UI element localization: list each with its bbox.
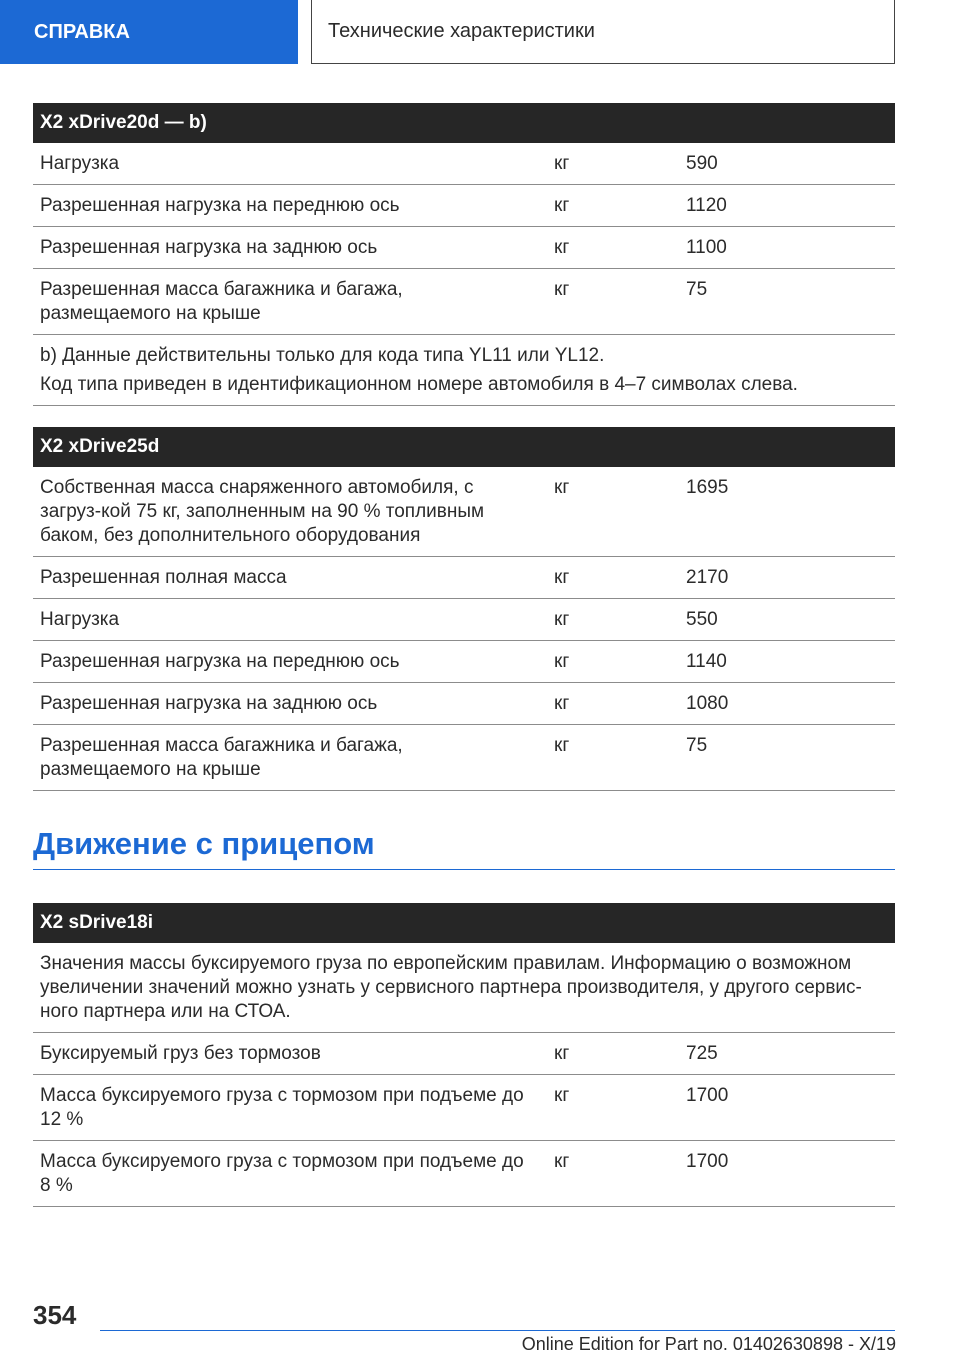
row-value: 1120 (686, 195, 727, 216)
table-title: X2 sDrive18i (33, 903, 895, 943)
row-label: Разрешенная масса багажника и багажа, размещаемого на крыше (40, 735, 403, 780)
row-value: 75 (686, 735, 708, 756)
row-unit: кг (554, 693, 570, 714)
row-value: 2170 (686, 567, 729, 588)
row-unit: кг (554, 1085, 570, 1106)
row-label: Нагрузка (40, 153, 120, 174)
row-label: Нагрузка (40, 609, 120, 630)
page-number: 354 (33, 1300, 77, 1330)
footer-divider (100, 1330, 895, 1331)
row-value: 725 (686, 1043, 718, 1064)
table-row (33, 1141, 895, 1207)
spec-table-xdrive20d (33, 103, 895, 406)
row-value: 75 (686, 279, 708, 300)
row-label: Собственная масса снаряженного автомобиля, с загруз-кой 75 кг, заполненным на 90 % топливным баком, без дополнительного оборудования (40, 477, 485, 546)
row-label: Разрешенная нагрузка на заднюю ось (40, 693, 378, 714)
table-row (33, 725, 895, 791)
row-unit: кг (554, 1043, 570, 1064)
row-unit: кг (554, 237, 570, 258)
row-unit: кг (554, 195, 570, 216)
row-unit: кг (554, 153, 570, 174)
row-unit: кг (554, 279, 570, 300)
header-chapter-tab (311, 0, 895, 64)
table-row (33, 1033, 895, 1075)
row-unit: кг (554, 735, 570, 756)
header-section-tab (0, 0, 298, 64)
row-unit: кг (554, 651, 570, 672)
row-value: 1100 (686, 237, 727, 258)
table-row (33, 467, 895, 557)
row-value: 1700 (686, 1085, 729, 1106)
row-unit: кг (554, 567, 570, 588)
footnote-line: Код типа приведен в идентификационном номере автомобиля в 4–7 символах слева. (40, 374, 798, 395)
table-row (33, 557, 895, 599)
spec-table-xdrive25d (33, 427, 895, 791)
section-heading: Движение с прицепом (33, 826, 895, 870)
table-row (33, 185, 895, 227)
row-label: Разрешенная нагрузка на переднюю ось (40, 651, 400, 672)
row-value: 1695 (686, 477, 729, 498)
row-value: 1080 (686, 693, 729, 714)
table-row (33, 683, 895, 725)
row-label: Буксируемый груз без тормозов (40, 1043, 321, 1064)
towing-table-sdrive18i (33, 903, 895, 1207)
row-label: Масса буксируемого груза с тормозом при подъеме до 12 % (40, 1085, 524, 1130)
row-label: Разрешенная нагрузка на заднюю ось (40, 237, 378, 258)
table-row (33, 227, 895, 269)
row-unit: кг (554, 1151, 570, 1172)
table-row (33, 641, 895, 683)
row-value: 1700 (686, 1151, 729, 1172)
table-title: X2 xDrive25d (33, 427, 895, 467)
header-chapter-label: Технические характеристики (328, 20, 595, 42)
table-title: X2 xDrive20d — b) (33, 103, 895, 143)
table-intro: Значения массы буксируемого груза по европейским правилам. Информацию о возможном увеличении значений можно узнать у сервисного партнера производителя, у другого сервис-ного партнера или на СТОА. (33, 943, 895, 1033)
row-value: 550 (686, 609, 718, 630)
table-row (33, 269, 895, 335)
table-footnote (33, 335, 895, 406)
table-row (33, 599, 895, 641)
table-row (33, 1075, 895, 1141)
footer-edition: Online Edition for Part no. 01402630898 - X/19 (521, 1334, 896, 1354)
row-label: Разрешенная полная масса (40, 567, 287, 588)
row-label: Разрешенная нагрузка на переднюю ось (40, 195, 400, 216)
row-unit: кг (554, 609, 570, 630)
row-value: 1140 (686, 651, 727, 672)
row-unit: кг (554, 477, 570, 498)
row-value: 590 (686, 153, 718, 174)
footnote-line: b) Данные действительны только для кода типа YL11 или YL12. (40, 345, 605, 366)
row-label: Масса буксируемого груза с тормозом при подъеме до 8 % (40, 1151, 524, 1196)
row-label: Разрешенная масса багажника и багажа, размещаемого на крыше (40, 279, 403, 324)
table-row (33, 143, 895, 185)
header-section-label: СПРАВКА (34, 20, 130, 43)
